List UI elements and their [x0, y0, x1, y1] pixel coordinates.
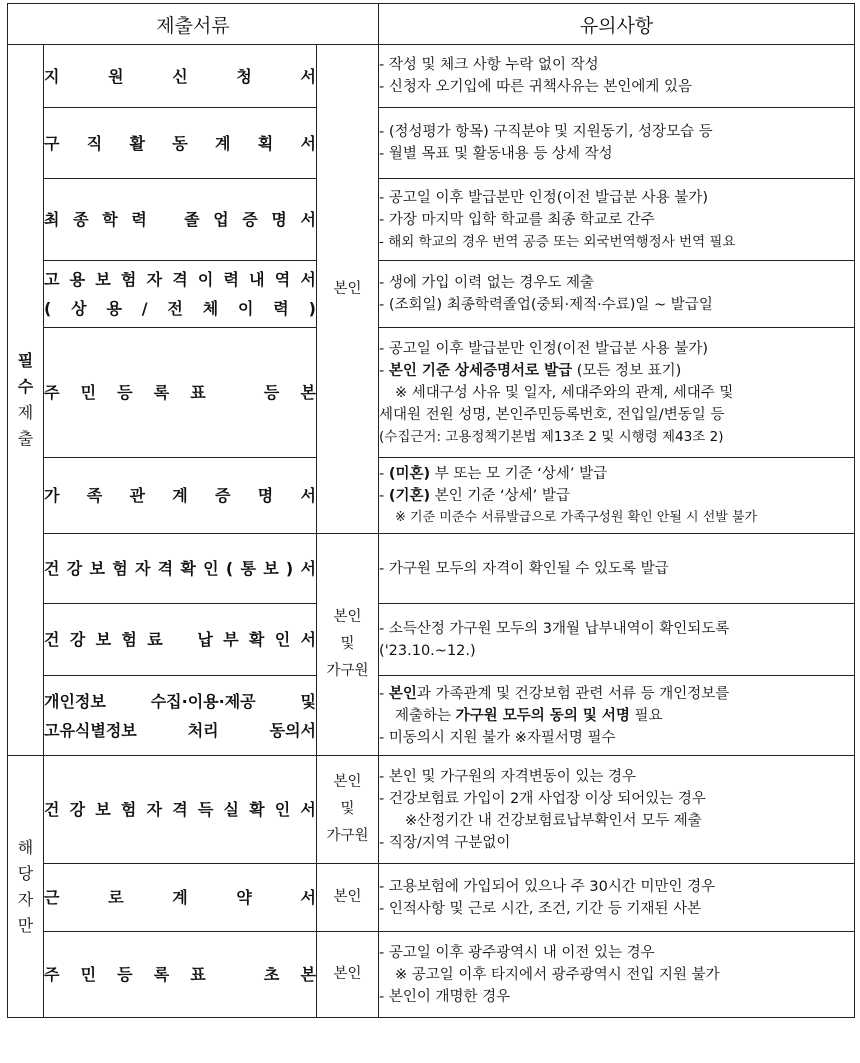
documents-table: [7, 3, 855, 1018]
category-conditional: 해 당 자 만: [8, 756, 44, 1018]
doc-name: 지 원 신 청 서: [44, 45, 317, 108]
table-row: [8, 676, 855, 756]
table-row: [8, 179, 855, 261]
doc-name: 주 민 등 록 표 등 본: [44, 328, 317, 458]
doc-name: 구 직 활 동 계 획 서: [44, 108, 317, 179]
subject-self-household: 본인 및 가구원: [317, 534, 379, 756]
table-row: [8, 534, 855, 604]
table-row: [8, 932, 855, 1018]
doc-notes: - 고용보험에 가입되어 있으나 주 30시간 미만인 경우 - 인적사항 및 근로 시간, 조건, 기간 등 기재된 사본: [379, 864, 855, 932]
doc-notes: - 본인 및 가구원의 자격변동이 있는 경우 - 건강보험료 가입이 2개 사업장 이상 되어있는 경우 ※산정기간 내 건강보험료납부확인서 모두 제출 - 직장/지역 구분없이: [379, 756, 855, 864]
table-row: [8, 864, 855, 932]
doc-name: 근 로 계 약 서: [44, 864, 317, 932]
subject-self: 본인: [317, 45, 379, 534]
subject-self: 본인: [317, 864, 379, 932]
table-header-row: [8, 4, 855, 45]
doc-notes: - (미혼) 부 또는 모 기준 ‘상세’ 발급 - (기혼) 본인 기준 ‘상세’ 발급 ※ 기준 미준수 서류발급으로 가족구성원 확인 안될 시 선발 불가: [379, 458, 855, 534]
subject-self: 본인: [317, 932, 379, 1018]
table-row: [8, 45, 855, 108]
header-docs: 제출서류: [8, 4, 379, 45]
doc-notes: - (정성평가 항목) 구직분야 및 지원동기, 성장모습 등 - 월별 목표 및 활동내용 등 상세 작성: [379, 108, 855, 179]
doc-name: 최 종 학 력 졸 업 증 명 서: [44, 179, 317, 261]
subject-self-household: 본인 및 가구원: [317, 756, 379, 864]
doc-name: 주 민 등 록 표 초 본: [44, 932, 317, 1018]
doc-name: 건 강 보 험 자 격 확 인 ( 통 보 ) 서: [44, 534, 317, 604]
header-notes: 유의사항: [379, 4, 855, 45]
category-required: 필 수 제 출: [8, 45, 44, 756]
doc-name: 건 강 보 험 자 격 득 실 확 인 서: [44, 756, 317, 864]
doc-notes: - 소득산정 가구원 모두의 3개월 납부내역이 확인되도록 ('23.10.~12.): [379, 604, 855, 676]
table-row: [8, 756, 855, 864]
doc-notes: - 공고일 이후 발급분만 인정(이전 발급분 사용 불가) - 가장 마지막 입학 학교를 최종 학교로 간주 - 해외 학교의 경우 번역 공증 또는 외국번역행정사 번역 필요: [379, 179, 855, 261]
doc-name: 고 용 보 험 자 격 이 력 내 역 서 ( 상 용 / 전 체 이 력 ): [44, 261, 317, 328]
doc-notes: - 공고일 이후 광주광역시 내 이전 있는 경우 ※ 공고일 이후 타지에서 광주광역시 전입 지원 불가 - 본인이 개명한 경우: [379, 932, 855, 1018]
table-row: [8, 458, 855, 534]
doc-name: 가 족 관 계 증 명 서: [44, 458, 317, 534]
doc-notes: - 가구원 모두의 자격이 확인될 수 있도록 발급: [379, 534, 855, 604]
doc-notes: - 공고일 이후 발급분만 인정(이전 발급분 사용 불가) - 본인 기준 상세증명서로 발급 (모든 정보 표기) ※ 세대구성 사유 및 일자, 세대주와의 관계, 세대주 및 세대원 전원 성명, 본인주민등록번호, 전입일/변동일 등 (수집근거: 고용정책기본법 제13조 2 및 시행령 제43조 2): [379, 328, 855, 458]
table-row: [8, 261, 855, 328]
doc-notes: - 생에 가입 이력 없는 경우도 제출 - (조회일) 최종학력졸업(중퇴·제적·수료)일 ~ 발급일: [379, 261, 855, 328]
table-row: [8, 108, 855, 179]
doc-name: 건 강 보 험 료 납 부 확 인 서: [44, 604, 317, 676]
table-row: [8, 604, 855, 676]
doc-name: 개인정보 수집·이용·제공 및 고유식별정보 처리 동의서: [44, 676, 317, 756]
table-row: [8, 328, 855, 458]
doc-notes: - 본인과 가족관계 및 건강보험 관련 서류 등 개인정보를 제출하는 가구원 모두의 동의 및 서명 필요 - 미동의시 지원 불가 ※자필서명 필수: [379, 676, 855, 756]
doc-notes: - 작성 및 체크 사항 누락 없이 작성 - 신청자 오기입에 따른 귀책사유는 본인에게 있음: [379, 45, 855, 108]
